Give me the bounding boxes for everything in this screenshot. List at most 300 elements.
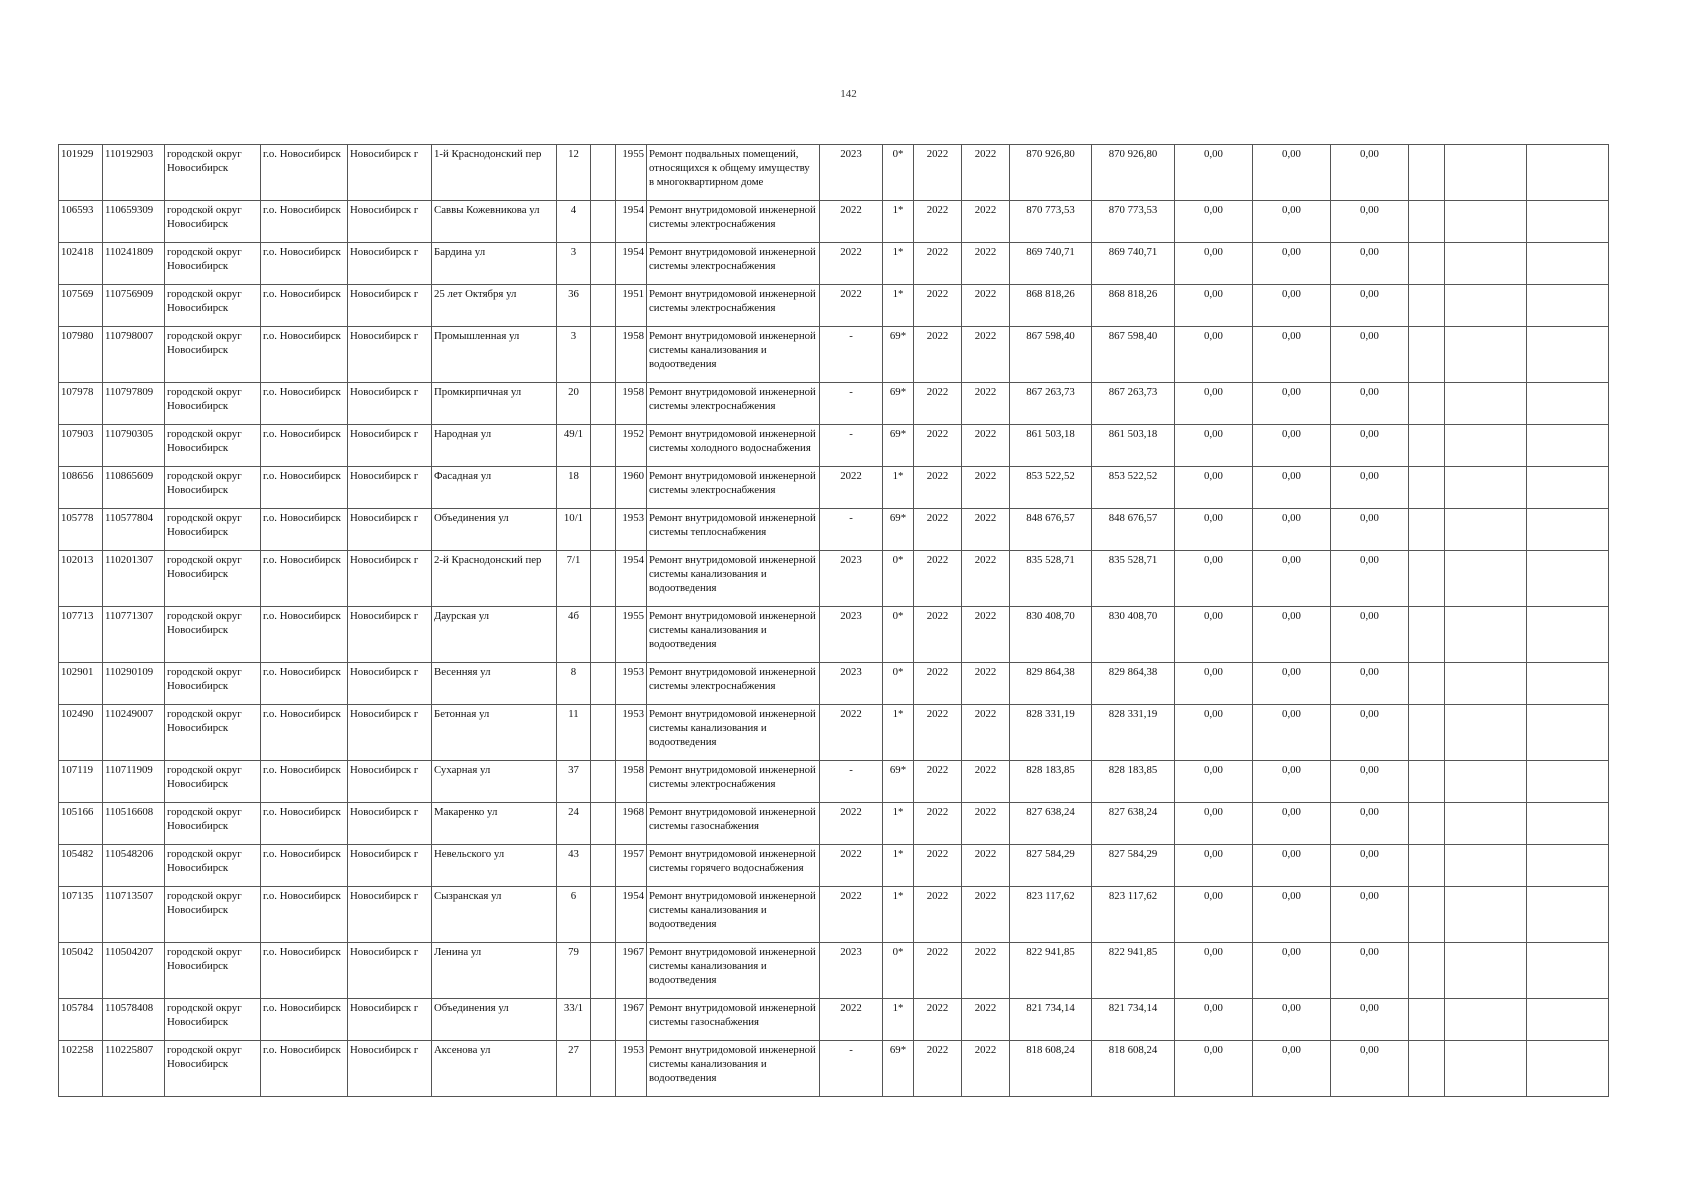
cell-value-1: 0,00 [1175,705,1253,761]
cell-value-1: 0,00 [1175,607,1253,663]
cell-work-type: Ремонт внутридомовой инженерной системы газоснабжения [647,999,820,1041]
cell-empty-2 [1445,999,1527,1041]
cell-plan-year: 2023 [820,145,883,201]
cell-work-type: Ремонт внутридомовой инженерной системы газоснабжения [647,803,820,845]
cell-house: 10/1 [557,509,591,551]
cell-value-2: 0,00 [1253,243,1331,285]
table-row [59,425,1609,467]
cell-settlement: г.о. Новосибирск [261,509,348,551]
cell-year-from: 2022 [914,467,962,509]
cell-plan-year: 2022 [820,887,883,943]
cell-empty-3 [1527,243,1609,285]
cell-year-built: 1957 [616,845,647,887]
cell-city: Новосибирск г [348,1041,432,1097]
table-row [59,943,1609,999]
cell-house: 6 [557,887,591,943]
cell-code: 110192903 [103,145,165,201]
cell-value-2: 0,00 [1253,201,1331,243]
cell-year-to: 2022 [962,383,1010,425]
cell-municipality: городской округ Новосибирск [165,803,261,845]
cell-flag: 69* [883,327,914,383]
cell-amount: 861 503,18 [1092,425,1175,467]
cell-empty-2 [1445,663,1527,705]
cell-plan-year: 2022 [820,845,883,887]
cell-house: 36 [557,285,591,327]
cell-year-from: 2022 [914,705,962,761]
cell-year-from: 2022 [914,803,962,845]
cell-year-built: 1953 [616,509,647,551]
cell-extra [591,327,616,383]
cell-empty-1 [1409,327,1445,383]
cell-year-from: 2022 [914,761,962,803]
cell-empty-3 [1527,327,1609,383]
cell-value-2: 0,00 [1253,467,1331,509]
cell-plan-year: - [820,509,883,551]
cell-amount: 868 818,26 [1092,285,1175,327]
cell-municipality: городской округ Новосибирск [165,243,261,285]
cell-total-cost: 848 676,57 [1010,509,1092,551]
cell-object-id: 107978 [59,383,103,425]
cell-settlement: г.о. Новосибирск [261,943,348,999]
cell-value-2: 0,00 [1253,999,1331,1041]
cell-amount: 823 117,62 [1092,887,1175,943]
cell-total-cost: 830 408,70 [1010,607,1092,663]
cell-settlement: г.о. Новосибирск [261,327,348,383]
cell-total-cost: 867 263,73 [1010,383,1092,425]
cell-city: Новосибирск г [348,887,432,943]
cell-empty-2 [1445,551,1527,607]
cell-amount: 827 638,24 [1092,803,1175,845]
cell-year-to: 2022 [962,145,1010,201]
cell-total-cost: 835 528,71 [1010,551,1092,607]
cell-street: 25 лет Октября ул [432,285,557,327]
cell-year-to: 2022 [962,761,1010,803]
cell-work-type: Ремонт внутридомовой инженерной системы электроснабжения [647,467,820,509]
cell-empty-3 [1527,705,1609,761]
cell-flag: 1* [883,201,914,243]
cell-code: 110578408 [103,999,165,1041]
cell-value-3: 0,00 [1331,467,1409,509]
cell-house: 43 [557,845,591,887]
cell-value-1: 0,00 [1175,383,1253,425]
cell-year-from: 2022 [914,145,962,201]
cell-value-3: 0,00 [1331,509,1409,551]
cell-house: 3 [557,243,591,285]
cell-year-built: 1967 [616,999,647,1041]
cell-year-to: 2022 [962,943,1010,999]
cell-flag: 69* [883,425,914,467]
cell-value-3: 0,00 [1331,705,1409,761]
cell-settlement: г.о. Новосибирск [261,705,348,761]
cell-value-1: 0,00 [1175,327,1253,383]
cell-value-2: 0,00 [1253,887,1331,943]
cell-flag: 0* [883,145,914,201]
cell-flag: 0* [883,551,914,607]
cell-year-from: 2022 [914,999,962,1041]
cell-empty-1 [1409,243,1445,285]
cell-amount: 828 331,19 [1092,705,1175,761]
cell-year-from: 2022 [914,285,962,327]
cell-city: Новосибирск г [348,327,432,383]
cell-total-cost: 822 941,85 [1010,943,1092,999]
table-row [59,243,1609,285]
cell-extra [591,425,616,467]
cell-empty-1 [1409,1041,1445,1097]
cell-year-from: 2022 [914,551,962,607]
cell-year-built: 1953 [616,705,647,761]
cell-settlement: г.о. Новосибирск [261,551,348,607]
cell-year-built: 1960 [616,467,647,509]
cell-empty-3 [1527,285,1609,327]
cell-value-1: 0,00 [1175,999,1253,1041]
cell-city: Новосибирск г [348,705,432,761]
cell-extra [591,761,616,803]
cell-flag: 69* [883,509,914,551]
cell-value-1: 0,00 [1175,467,1253,509]
cell-year-from: 2022 [914,327,962,383]
cell-value-2: 0,00 [1253,663,1331,705]
cell-year-to: 2022 [962,243,1010,285]
cell-extra [591,145,616,201]
cell-code: 110659309 [103,201,165,243]
cell-code: 110241809 [103,243,165,285]
cell-object-id: 107119 [59,761,103,803]
cell-plan-year: 2023 [820,663,883,705]
cell-empty-3 [1527,663,1609,705]
cell-amount: 822 941,85 [1092,943,1175,999]
cell-value-1: 0,00 [1175,243,1253,285]
cell-settlement: г.о. Новосибирск [261,999,348,1041]
cell-amount: 827 584,29 [1092,845,1175,887]
cell-total-cost: 823 117,62 [1010,887,1092,943]
cell-plan-year: 2022 [820,201,883,243]
cell-empty-2 [1445,803,1527,845]
cell-year-from: 2022 [914,887,962,943]
cell-total-cost: 867 598,40 [1010,327,1092,383]
cell-city: Новосибирск г [348,467,432,509]
cell-street: 1-й Краснодонский пер [432,145,557,201]
cell-empty-3 [1527,607,1609,663]
cell-flag: 0* [883,663,914,705]
cell-object-id: 102418 [59,243,103,285]
cell-street: Невельского ул [432,845,557,887]
cell-amount: 853 522,52 [1092,467,1175,509]
cell-value-2: 0,00 [1253,705,1331,761]
cell-empty-2 [1445,201,1527,243]
cell-year-to: 2022 [962,285,1010,327]
cell-extra [591,663,616,705]
cell-total-cost: 861 503,18 [1010,425,1092,467]
cell-empty-2 [1445,705,1527,761]
cell-municipality: городской округ Новосибирск [165,999,261,1041]
cell-work-type: Ремонт внутридомовой инженерной системы горячего водоснабжения [647,845,820,887]
cell-object-id: 105784 [59,999,103,1041]
cell-extra [591,285,616,327]
cell-total-cost: 818 608,24 [1010,1041,1092,1097]
cell-city: Новосибирск г [348,803,432,845]
cell-year-from: 2022 [914,243,962,285]
cell-empty-1 [1409,999,1445,1041]
cell-empty-3 [1527,999,1609,1041]
cell-municipality: городской округ Новосибирск [165,887,261,943]
cell-plan-year: 2023 [820,607,883,663]
cell-year-to: 2022 [962,887,1010,943]
cell-empty-2 [1445,467,1527,509]
cell-value-2: 0,00 [1253,761,1331,803]
cell-empty-3 [1527,803,1609,845]
cell-empty-2 [1445,285,1527,327]
cell-house: 37 [557,761,591,803]
cell-amount: 870 926,80 [1092,145,1175,201]
cell-municipality: городской округ Новосибирск [165,509,261,551]
cell-city: Новосибирск г [348,999,432,1041]
cell-total-cost: 821 734,14 [1010,999,1092,1041]
cell-settlement: г.о. Новосибирск [261,1041,348,1097]
cell-object-id: 102258 [59,1041,103,1097]
cell-year-to: 2022 [962,999,1010,1041]
cell-municipality: городской округ Новосибирск [165,663,261,705]
cell-total-cost: 828 183,85 [1010,761,1092,803]
table-row [59,467,1609,509]
cell-work-type: Ремонт внутридомовой инженерной системы электроснабжения [647,761,820,803]
cell-value-2: 0,00 [1253,551,1331,607]
cell-settlement: г.о. Новосибирск [261,243,348,285]
cell-value-2: 0,00 [1253,425,1331,467]
cell-object-id: 105166 [59,803,103,845]
cell-value-1: 0,00 [1175,887,1253,943]
cell-empty-1 [1409,467,1445,509]
cell-code: 110577804 [103,509,165,551]
cell-plan-year: - [820,761,883,803]
cell-year-built: 1954 [616,551,647,607]
cell-flag: 1* [883,803,914,845]
cell-settlement: г.о. Новосибирск [261,803,348,845]
cell-value-2: 0,00 [1253,1041,1331,1097]
cell-code: 110865609 [103,467,165,509]
table-row [59,201,1609,243]
cell-empty-1 [1409,845,1445,887]
cell-value-3: 0,00 [1331,999,1409,1041]
cell-object-id: 105482 [59,845,103,887]
cell-object-id: 105042 [59,943,103,999]
cell-empty-2 [1445,243,1527,285]
cell-object-id: 107135 [59,887,103,943]
cell-flag: 1* [883,467,914,509]
cell-year-to: 2022 [962,803,1010,845]
capital-repair-table [58,144,1609,1097]
cell-code: 110548206 [103,845,165,887]
cell-empty-3 [1527,509,1609,551]
cell-empty-1 [1409,887,1445,943]
cell-code: 110771307 [103,607,165,663]
cell-municipality: городской округ Новосибирск [165,607,261,663]
cell-value-2: 0,00 [1253,803,1331,845]
cell-city: Новосибирск г [348,425,432,467]
table-row [59,607,1609,663]
cell-house: 4б [557,607,591,663]
cell-street: Макаренко ул [432,803,557,845]
cell-work-type: Ремонт внутридомовой инженерной системы канализования и водоотведения [647,327,820,383]
cell-code: 110290109 [103,663,165,705]
cell-work-type: Ремонт внутридомовой инженерной системы электроснабжения [647,383,820,425]
table-row [59,663,1609,705]
cell-year-built: 1958 [616,383,647,425]
cell-value-2: 0,00 [1253,383,1331,425]
cell-empty-3 [1527,425,1609,467]
cell-code: 110225807 [103,1041,165,1097]
table-body [59,145,1609,1097]
cell-plan-year: - [820,383,883,425]
cell-value-3: 0,00 [1331,327,1409,383]
cell-value-2: 0,00 [1253,845,1331,887]
cell-year-from: 2022 [914,663,962,705]
cell-work-type: Ремонт внутридомовой инженерной системы холодного водоснабжения [647,425,820,467]
cell-value-2: 0,00 [1253,327,1331,383]
cell-extra [591,803,616,845]
table-row [59,803,1609,845]
cell-code: 110711909 [103,761,165,803]
cell-empty-3 [1527,887,1609,943]
cell-code: 110516608 [103,803,165,845]
cell-house: 33/1 [557,999,591,1041]
table-row [59,551,1609,607]
table-row [59,509,1609,551]
cell-empty-1 [1409,761,1445,803]
cell-settlement: г.о. Новосибирск [261,887,348,943]
cell-city: Новосибирск г [348,243,432,285]
cell-city: Новосибирск г [348,201,432,243]
cell-street: Даурская ул [432,607,557,663]
cell-code: 110713507 [103,887,165,943]
cell-house: 8 [557,663,591,705]
cell-flag: 1* [883,243,914,285]
cell-object-id: 102490 [59,705,103,761]
table-row [59,999,1609,1041]
cell-municipality: городской округ Новосибирск [165,467,261,509]
cell-empty-2 [1445,943,1527,999]
cell-amount: 821 734,14 [1092,999,1175,1041]
cell-work-type: Ремонт внутридомовой инженерной системы канализования и водоотведения [647,607,820,663]
cell-value-1: 0,00 [1175,803,1253,845]
cell-plan-year: 2022 [820,285,883,327]
cell-settlement: г.о. Новосибирск [261,761,348,803]
cell-city: Новосибирск г [348,607,432,663]
cell-street: Промышленная ул [432,327,557,383]
cell-extra [591,999,616,1041]
cell-municipality: городской округ Новосибирск [165,1041,261,1097]
cell-street: Аксенова ул [432,1041,557,1097]
cell-settlement: г.о. Новосибирск [261,425,348,467]
cell-total-cost: 870 926,80 [1010,145,1092,201]
cell-value-1: 0,00 [1175,761,1253,803]
cell-value-3: 0,00 [1331,607,1409,663]
cell-municipality: городской округ Новосибирск [165,327,261,383]
cell-empty-1 [1409,607,1445,663]
cell-municipality: городской округ Новосибирск [165,943,261,999]
cell-settlement: г.о. Новосибирск [261,845,348,887]
page-number: 142 [840,88,857,100]
cell-settlement: г.о. Новосибирск [261,285,348,327]
cell-value-1: 0,00 [1175,425,1253,467]
cell-year-to: 2022 [962,607,1010,663]
cell-city: Новосибирск г [348,383,432,425]
cell-year-to: 2022 [962,551,1010,607]
cell-year-built: 1967 [616,943,647,999]
cell-value-1: 0,00 [1175,145,1253,201]
cell-street: Промкирпичная ул [432,383,557,425]
cell-street: Саввы Кожевникова ул [432,201,557,243]
cell-house: 49/1 [557,425,591,467]
cell-value-3: 0,00 [1331,887,1409,943]
cell-extra [591,705,616,761]
cell-object-id: 102013 [59,551,103,607]
cell-house: 3 [557,327,591,383]
cell-empty-3 [1527,761,1609,803]
cell-value-1: 0,00 [1175,1041,1253,1097]
cell-year-to: 2022 [962,201,1010,243]
cell-flag: 1* [883,705,914,761]
cell-extra [591,467,616,509]
cell-year-built: 1968 [616,803,647,845]
cell-year-built: 1958 [616,761,647,803]
cell-extra [591,943,616,999]
cell-value-3: 0,00 [1331,425,1409,467]
cell-amount: 867 263,73 [1092,383,1175,425]
cell-flag: 1* [883,999,914,1041]
cell-value-1: 0,00 [1175,201,1253,243]
cell-work-type: Ремонт внутридомовой инженерной системы канализования и водоотведения [647,705,820,761]
cell-street: Объединения ул [432,509,557,551]
cell-work-type: Ремонт внутридомовой инженерной системы канализования и водоотведения [647,887,820,943]
cell-plan-year: 2023 [820,551,883,607]
table-row [59,327,1609,383]
cell-empty-2 [1445,845,1527,887]
cell-total-cost: 868 818,26 [1010,285,1092,327]
cell-empty-1 [1409,201,1445,243]
cell-flag: 1* [883,285,914,327]
cell-year-from: 2022 [914,943,962,999]
cell-amount: 818 608,24 [1092,1041,1175,1097]
cell-street: Народная ул [432,425,557,467]
cell-street: Бардина ул [432,243,557,285]
cell-code: 110201307 [103,551,165,607]
cell-city: Новосибирск г [348,145,432,201]
cell-value-2: 0,00 [1253,943,1331,999]
cell-value-3: 0,00 [1331,243,1409,285]
cell-empty-1 [1409,425,1445,467]
cell-empty-3 [1527,467,1609,509]
cell-empty-2 [1445,607,1527,663]
cell-amount: 869 740,71 [1092,243,1175,285]
cell-value-1: 0,00 [1175,509,1253,551]
cell-work-type: Ремонт внутридомовой инженерной системы канализования и водоотведения [647,1041,820,1097]
cell-plan-year: 2022 [820,467,883,509]
cell-street: 2-й Краснодонский пер [432,551,557,607]
cell-street: Бетонная ул [432,705,557,761]
cell-object-id: 105778 [59,509,103,551]
cell-street: Сызранская ул [432,887,557,943]
cell-object-id: 108656 [59,467,103,509]
cell-plan-year: - [820,327,883,383]
cell-plan-year: - [820,425,883,467]
cell-year-to: 2022 [962,509,1010,551]
cell-value-1: 0,00 [1175,845,1253,887]
cell-plan-year: 2022 [820,705,883,761]
cell-extra [591,607,616,663]
cell-city: Новосибирск г [348,663,432,705]
cell-year-built: 1951 [616,285,647,327]
cell-object-id: 107903 [59,425,103,467]
